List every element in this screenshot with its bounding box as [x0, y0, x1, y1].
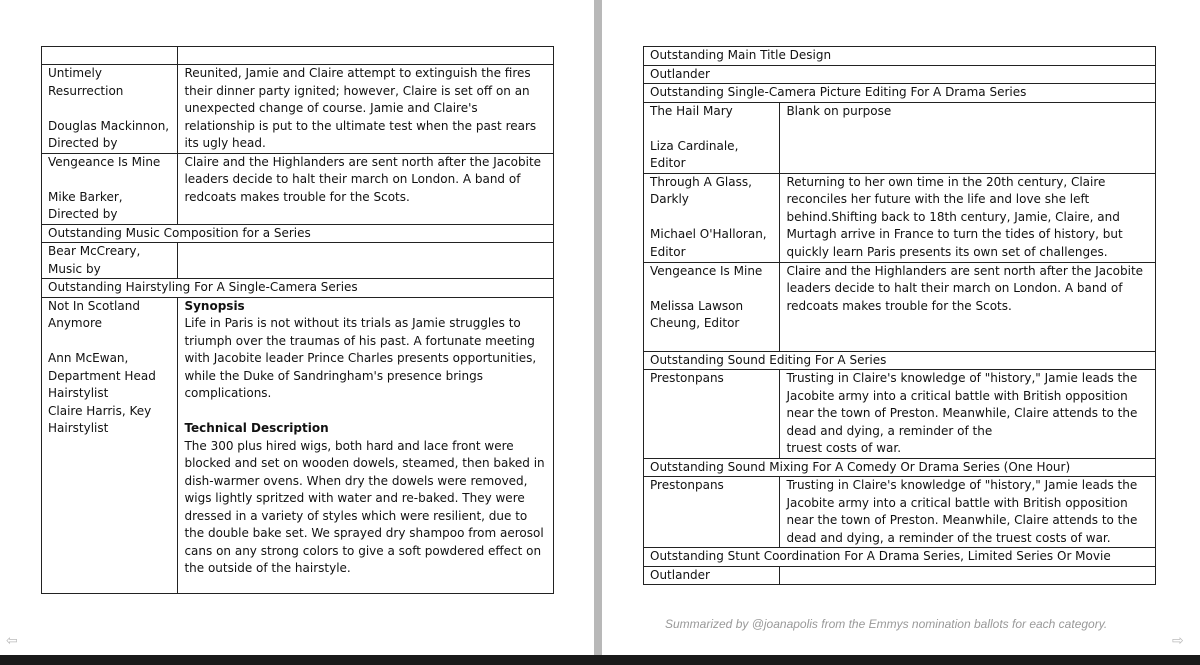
- episode-title: Through A Glass, Darkly: [650, 174, 752, 206]
- episode-title: Prestonpans: [644, 370, 780, 459]
- table-row: [644, 477, 1156, 548]
- category-row: [644, 65, 1156, 84]
- episode-synopsis: Claire and the Highlanders are sent north after the Jacobite leaders decide to halt their march on London. A band of redcoats makes trouble for the Scots.: [780, 262, 1156, 351]
- category-title: Outstanding Single-Camera Picture Editing For A Drama Series: [644, 84, 1156, 103]
- empty-cell: [178, 243, 554, 279]
- episode-title: Untimely Resurrection: [48, 66, 124, 98]
- next-page-arrow-icon[interactable]: ⇨: [1172, 632, 1184, 648]
- episode-synopsis: Reunited, Jamie and Claire attempt to extinguish the fires their dinner party ignited; however, Claire is set off on an unexpected change of course. Jamie and Claire's relationship is put to the ultimate test when the past rears its ugly head.: [178, 65, 554, 154]
- category-row: [644, 351, 1156, 370]
- episode-cell: [644, 262, 780, 351]
- previous-page-arrow-icon[interactable]: ⇦: [6, 632, 18, 648]
- category-row: [644, 458, 1156, 477]
- episode-credit: Claire Harris, Key Hairstylist: [48, 403, 152, 435]
- category-title: Outstanding Sound Mixing For A Comedy Or Drama Series (One Hour): [644, 458, 1156, 477]
- episode-title: Vengeance Is Mine: [48, 154, 161, 169]
- table-row: [644, 102, 1156, 173]
- episode-credit: Michael O'Halloran, Editor: [650, 227, 767, 259]
- episode-synopsis: Blank on purpose: [780, 102, 1156, 173]
- table-row: [644, 370, 1156, 459]
- episode-title: Not In Scotland Anymore: [48, 298, 140, 330]
- empty-cell: [780, 566, 1156, 585]
- episode-description: [178, 297, 554, 593]
- episode-cell: [42, 297, 178, 593]
- episode-cell: [42, 65, 178, 154]
- episode-cell: [42, 153, 178, 224]
- left-page: [0, 0, 594, 655]
- table-row: [42, 47, 554, 65]
- category-title: Outstanding Stunt Coordination For A Drama Series, Limited Series Or Movie: [644, 548, 1156, 567]
- episode-synopsis: Life in Paris is not without its trials as Jamie struggles to triumph over the traumas of his past. A fortunate meeting with Jacobite leader Prince Charles presents opportunities, while the Duke of Sandringham's presence brings complications.: [184, 316, 537, 400]
- episode-credit: Mike Barker, Directed by: [48, 189, 123, 221]
- right-ballot-table: [643, 46, 1156, 585]
- episode-credit: Liza Cardinale, Editor: [650, 138, 739, 170]
- bottom-bar: [0, 655, 1200, 665]
- left-ballot-table: [41, 46, 554, 594]
- synopsis-text: Trusting in Claire's knowledge of "history," Jamie leads the Jacobite army into a critical battle with British opposition near the town of Preston. Meanwhile, Claire attends to the dead and dying, a reminder of the: [786, 371, 1138, 438]
- category-title: Outstanding Hairstyling For A Single-Camera Series: [42, 279, 554, 298]
- category-row: [42, 224, 554, 243]
- table-row: [42, 65, 554, 154]
- category-row: [644, 84, 1156, 103]
- category-row: [644, 548, 1156, 567]
- category-title: Outstanding Music Composition for a Series: [42, 224, 554, 243]
- episode-credit: Douglas Mackinnon, Directed by: [48, 118, 170, 150]
- episode-cell: [644, 173, 780, 262]
- page-gutter: [594, 0, 602, 655]
- synopsis-heading: Synopsis: [184, 298, 245, 313]
- table-row: [644, 566, 1156, 585]
- episode-synopsis: Claire and the Highlanders are sent north after the Jacobite leaders decide to halt their march on London. A band of redcoats makes trouble for the Scots.: [178, 153, 554, 224]
- category-title: Outstanding Main Title Design: [644, 47, 1156, 66]
- episode-synopsis: [780, 370, 1156, 459]
- footer-note: Summarized by @joanapolis from the Emmys nomination ballots for each category.: [665, 617, 1108, 631]
- category-row: [644, 47, 1156, 66]
- empty-cell: [178, 47, 554, 65]
- synopsis-text-end: truest costs of war.: [786, 441, 902, 455]
- table-row: [644, 262, 1156, 351]
- episode-credit: Ann McEwan, Department Head Hairstylist: [48, 351, 156, 400]
- episode-cell: [644, 102, 780, 173]
- episode-synopsis: Returning to her own time in the 20th century, Claire reconciles her future with the life and love she left behind.Shifting back to 18th century, Jamie, Claire, and Murtagh arrive in France to turn the tides of history, but quickly learn Paris presents its own set of challenges.: [780, 173, 1156, 262]
- episode-synopsis: Trusting in Claire's knowledge of "history," Jamie leads the Jacobite army into a critical battle with British opposition near the town of Preston. Meanwhile, Claire attends to the dead and dying, a reminder of the truest costs of war.: [780, 477, 1156, 548]
- technical-heading: Technical Description: [184, 421, 329, 435]
- episode-credit: Melissa Lawson Cheung, Editor: [650, 298, 744, 330]
- category-row: [42, 279, 554, 298]
- table-row: [42, 297, 554, 593]
- table-row: [42, 153, 554, 224]
- episode-title: Prestonpans: [644, 477, 780, 548]
- nominee: Outlander: [644, 566, 780, 585]
- episode-credit: Bear McCreary, Music by: [42, 243, 178, 279]
- episode-title: The Hail Mary: [650, 103, 733, 118]
- category-title: Outstanding Sound Editing For A Series: [644, 351, 1156, 370]
- technical-description: The 300 plus hired wigs, both hard and lace front were blocked and set on wooden dowels, steamed, then baked in dish-warmer ovens. When dry the dowels were removed, wigs lightly spritzed with water and re-baked. They were dressed in a variety of styles which were resilient, due to the double bake set. We sprayed dry shampoo from aerosol cans on any strong colors to give a soft powdered effect on the outside of the hairstyle.: [184, 438, 545, 575]
- empty-cell: [42, 47, 178, 65]
- table-row: [42, 243, 554, 279]
- table-row: [644, 173, 1156, 262]
- nominee: Outlander: [644, 65, 1156, 84]
- episode-title: Vengeance Is Mine: [650, 263, 763, 278]
